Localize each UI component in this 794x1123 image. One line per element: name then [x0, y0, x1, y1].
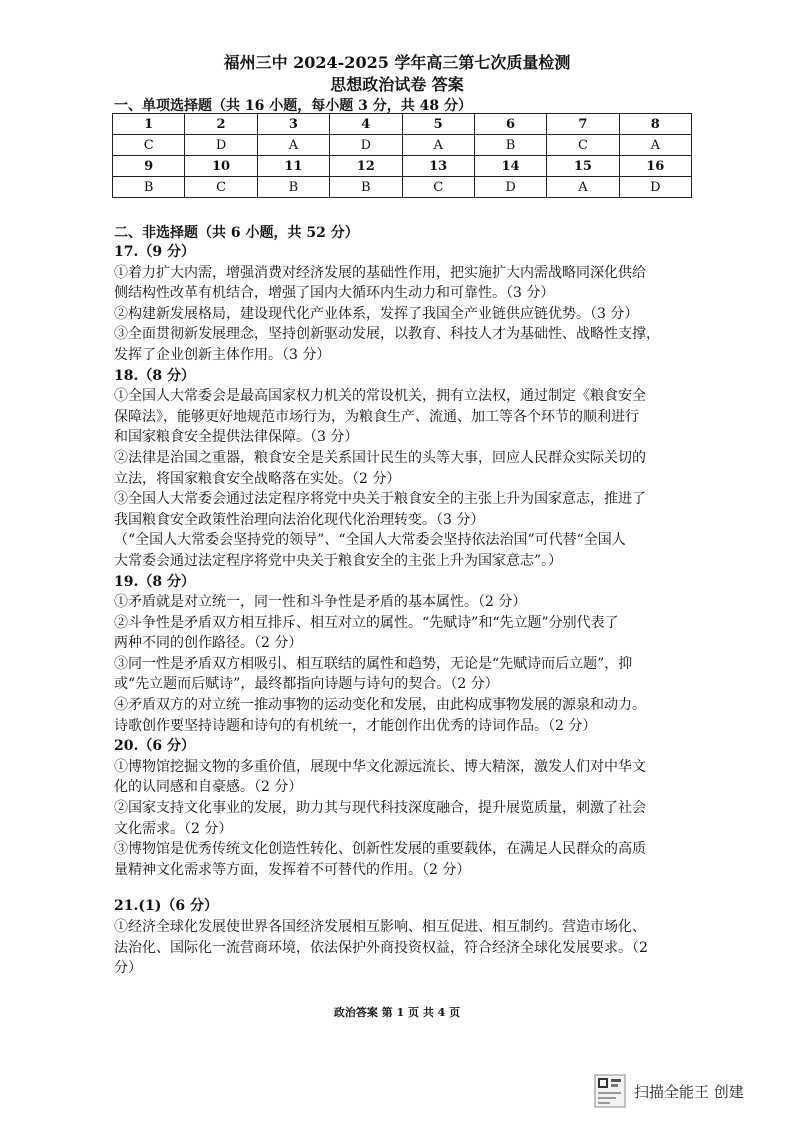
- question-label: 20.（6 分）: [114, 738, 195, 755]
- question-number-cell: 4: [330, 114, 402, 135]
- question-number-cell: 10: [185, 156, 257, 177]
- section2-heading: 二、非选择题（共 6 小题，共 52 分）: [114, 225, 359, 241]
- question-number-cell: 7: [547, 114, 619, 135]
- answer-cell: D: [474, 177, 546, 198]
- watermark-text: 扫描全能王 创建: [634, 1082, 744, 1101]
- question-number-cell: 5: [402, 114, 474, 135]
- answer-line: ③博物馆是优秀传统文化创造性转化、创新性发展的重要载体，在满足人民群众的高质: [114, 841, 646, 858]
- question-number-cell: 16: [619, 156, 691, 177]
- question-number-cell: 3: [257, 114, 329, 135]
- answer-line: 法治化、国际化一流营商环境，依法保护外商投资权益，符合经济全球化发展要求。（2: [114, 939, 648, 956]
- answer-cell: A: [619, 135, 691, 156]
- answer-line: ④矛盾双方的对立统一推动事物的运动变化和发展，由此构成事物发展的源泉和动力。: [114, 697, 646, 714]
- answer-cell: C: [402, 177, 474, 198]
- answer-cell: A: [257, 135, 329, 156]
- scanner-watermark: [594, 1074, 744, 1108]
- answer-row: [113, 177, 692, 198]
- answer-cell: B: [330, 177, 402, 198]
- answer-line: 立法，将国家粮食安全战略落在实处。（2 分）: [114, 470, 401, 487]
- answer-line: 和国家粮食安全提供法律保障。（3 分）: [114, 429, 359, 446]
- answer-cell: C: [113, 135, 185, 156]
- answer-line: 保障法》，能够更好地规范市场行为，为粮食生产、流通、加工等各个环节的顺利进行: [114, 408, 639, 425]
- answer-cell: C: [547, 135, 619, 156]
- answer-line: 侧结构性改革有机结合，增强了国内大循环内生动力和可靠性。（3 分）: [114, 285, 555, 302]
- question-number-cell: 14: [474, 156, 546, 177]
- answer-line: 化的认同感和自豪感。（2 分）: [114, 779, 303, 796]
- answer-cell: C: [185, 177, 257, 198]
- answer-line: ①矛盾就是对立统一，同一性和斗争性是矛盾的基本属性。（2 分）: [114, 594, 527, 611]
- question-number-row: [113, 156, 692, 177]
- question-number-cell: 9: [113, 156, 185, 177]
- answer-line: 发挥了企业创新主体作用。（3 分）: [114, 346, 331, 363]
- answer-cell: A: [547, 177, 619, 198]
- answer-line: ①博物馆挖掘文物的多重价值，展现中华文化源远流长、博大精深，激发人们对中华文: [114, 758, 646, 775]
- answer-line: 文化需求。（2 分）: [114, 820, 233, 837]
- question-number-cell: 12: [330, 156, 402, 177]
- answer-line: ③全国人大常委会通过法定程序将党中央关于粮食安全的主张上升为国家意志，推进了: [114, 491, 646, 508]
- question-number-cell: 8: [619, 114, 691, 135]
- answer-line: ②国家支持文化事业的发展，助力其与现代科技深度融合，提升展览质量，刺激了社会: [114, 800, 646, 817]
- answer-table: [112, 113, 692, 198]
- question-number-cell: 13: [402, 156, 474, 177]
- answer-line: ③同一性是矛盾双方相吸引、相互联结的属性和趋势，无论是“先赋诗而后立题”，抑: [114, 655, 633, 672]
- question-label: 17.（9 分）: [114, 244, 195, 260]
- answer-cell: B: [113, 177, 185, 198]
- answer-cell: D: [619, 177, 691, 198]
- exam-subtitle: 思想政治试卷 答案: [330, 75, 464, 94]
- answer-line: ①经济全球化发展使世界各国经济发展相互影响、相互促进、相互制约。营造市场化、: [114, 919, 646, 935]
- question-number-cell: 11: [257, 156, 329, 177]
- answer-line: 或“先立题而后赋诗”，最终都指向诗题与诗句的契合。（2 分）: [114, 676, 499, 693]
- answer-cell: D: [330, 135, 402, 156]
- answer-cell: A: [402, 135, 474, 156]
- question-number-row: [113, 114, 692, 135]
- page-footer: 政治答案 第 1 页 共 4 页: [333, 1006, 461, 1019]
- answer-line: ②法律是治国之重器，粮食安全是关系国计民生的头等大事，回应人民群众实际关切的: [114, 449, 646, 466]
- question-number-cell: 15: [547, 156, 619, 177]
- answer-line: （“全国人大常委会坚持党的领导”、“全国人大常委会坚持依法治国”可代替“全国人: [114, 532, 626, 549]
- answer-cell: B: [474, 135, 546, 156]
- question-label: 19.（8 分）: [114, 573, 195, 590]
- answer-line: 量精神文化需求等方面，发挥着不可替代的作用。（2 分）: [114, 861, 471, 878]
- answer-line: 我国粮食安全政策性治理向法治化现代化治理转变。（3 分）: [114, 511, 485, 528]
- answer-cell: B: [257, 177, 329, 198]
- section1-heading: 一、单项选择题（共 16 小题，每小题 3 分，共 48 分）: [114, 98, 472, 114]
- question-label: 21.(1)（6 分）: [114, 898, 218, 915]
- question-number-cell: 6: [474, 114, 546, 135]
- answer-line: ①全国人大常委会是最高国家权力机关的常设机关，拥有立法权，通过制定《粮食安全: [114, 388, 646, 405]
- question-label: 18.（8 分）: [114, 367, 195, 384]
- answer-line: 分）: [114, 960, 142, 977]
- answer-line: 两种不同的创作路径。（2 分）: [114, 635, 303, 652]
- question-number-cell: 1: [113, 114, 185, 135]
- answer-body: [114, 242, 714, 979]
- answer-line: ①着力扩大内需，增强消费对经济发展的基础性作用，把实施扩大内需战略同深化供给: [114, 264, 646, 281]
- question-number-cell: 2: [185, 114, 257, 135]
- answer-cell: D: [185, 135, 257, 156]
- answer-row: [113, 135, 692, 156]
- spacer: [114, 880, 714, 896]
- answer-line: 大常委会通过法定程序将党中央关于粮食安全的主张上升为国家意志”。）: [114, 552, 563, 569]
- answer-line: ②构建新发展格局，建设现代化产业体系，发挥了我国全产业链供应链优势。（3 分）: [114, 305, 639, 322]
- answer-line: ②斗争性是矛盾双方相互排斥、相互对立的属性。“先赋诗”和“先立题”分别代表了: [114, 614, 619, 631]
- answer-line: 诗歌创作要坚持诗题和诗句的有机统一，才能创作出优秀的诗词作品。（2 分）: [114, 717, 597, 734]
- camscanner-logo-icon: [594, 1074, 626, 1108]
- exam-title: 福州三中 2024-2025 学年高三第七次质量检测: [223, 53, 571, 72]
- answer-line: ③全面贯彻新发展理念，坚持创新驱动发展，以教育、科技人才为基础性、战略性支撑，: [114, 326, 660, 343]
